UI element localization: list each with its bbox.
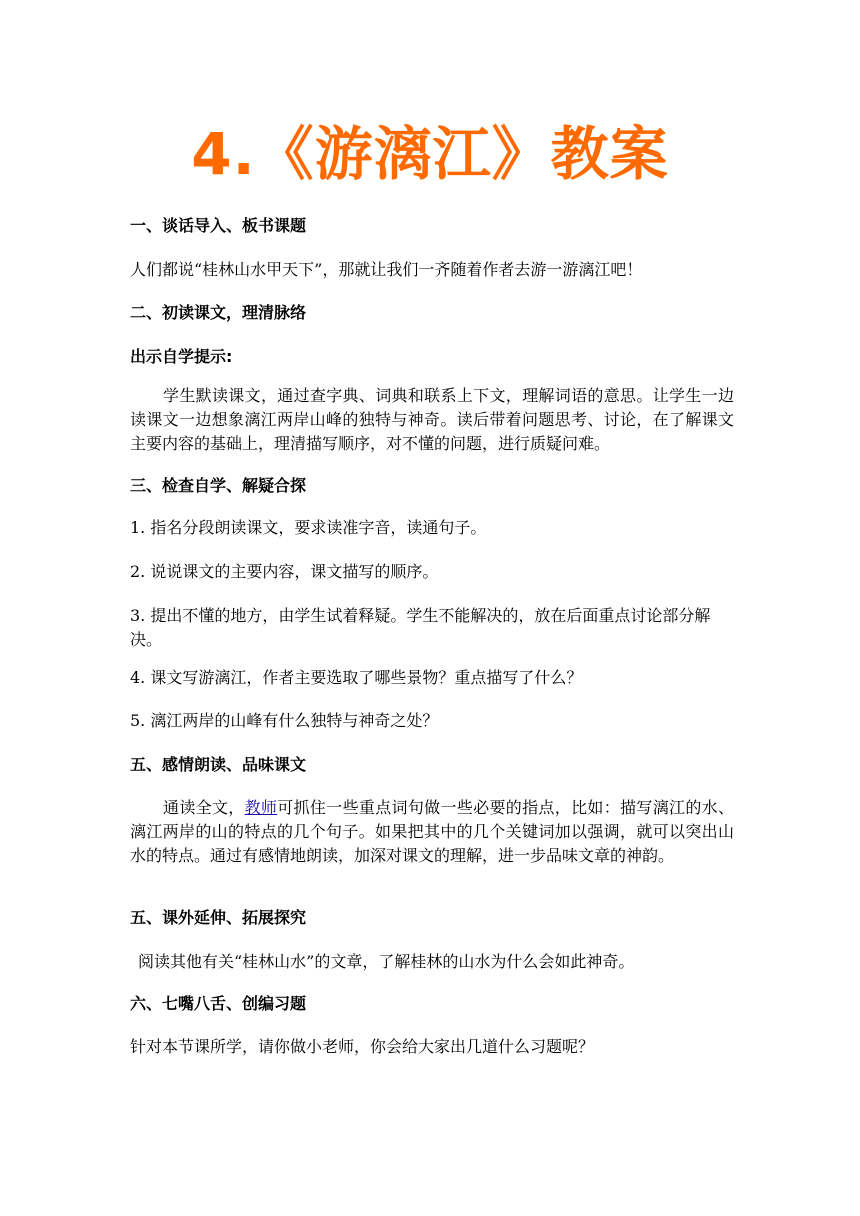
section-4-paragraph	[130, 796, 734, 868]
section-5-text: 阅读其他有关“桂林山水”的文章，了解桂林的山水为什么会如此神奇。	[138, 952, 635, 971]
section-heading-1: 一、谈话导入、板书课题	[130, 216, 307, 235]
section-heading-2: 二、初读课文，理清脉络	[130, 303, 307, 322]
section-2-paragraph: 学生默读课文，通过查字典、词典和联系上下文，理解词语的意思。让学生一边读课文一边想象漓江两岸山峰的独特与神奇。读后带着问题思考、讨论，在了解课文主要内容的基础上，理清描写顺序，对不懂的问题，进行质疑问难。	[130, 386, 734, 453]
list-item: 1. 指名分段朗读课文，要求读准字音，读通句子。	[130, 518, 487, 537]
list-item: 4. 课文写游漓江，作者主要选取了哪些景物？重点描写了什么？	[130, 668, 583, 687]
page-title: 4.《游漓江》教案	[191, 120, 669, 188]
section-heading-6: 六、七嘴八舌、创编习题	[130, 994, 307, 1013]
section-4-text-end: 可抓住一些重点词句做一些必要的指点，比如：描写漓江的水、漓江两岸的山的特点的几个句子。如果把其中的几个关键词加以强调，就可以突出山水的特点。通过有感情地朗读，加深对课文的理解，进一步品味文章的神韵。	[130, 798, 734, 865]
list-item: 3. 提出不懂的地方，由学生试着释疑。学生不能解决的，放在后面重点讨论部分解决。	[130, 606, 711, 649]
section-1-text: 人们都说“桂林山水甲天下”，那就让我们一齐随着作者去游一游漓江吧！	[130, 260, 643, 279]
list-item: 5. 漓江两岸的山峰有什么独特与神奇之处？	[130, 711, 439, 730]
section-heading-4: 五、感情朗读、品味课文	[130, 755, 307, 774]
section-heading-5: 五、课外延伸、拓展探究	[130, 908, 307, 927]
section-6-text: 针对本节课所学，请你做小老师，你会给大家出几道什么习题呢？	[130, 1037, 595, 1056]
section-4-text-start: 通读全文，	[163, 798, 245, 817]
list-item: 2. 说说课文的主要内容，课文描写的顺序。	[130, 562, 439, 581]
section-heading-3: 三、检查自学、解疑合探	[130, 476, 307, 495]
teacher-link[interactable]: 教师	[244, 798, 278, 817]
section-2-subheading: 出示自学提示:	[130, 347, 233, 366]
